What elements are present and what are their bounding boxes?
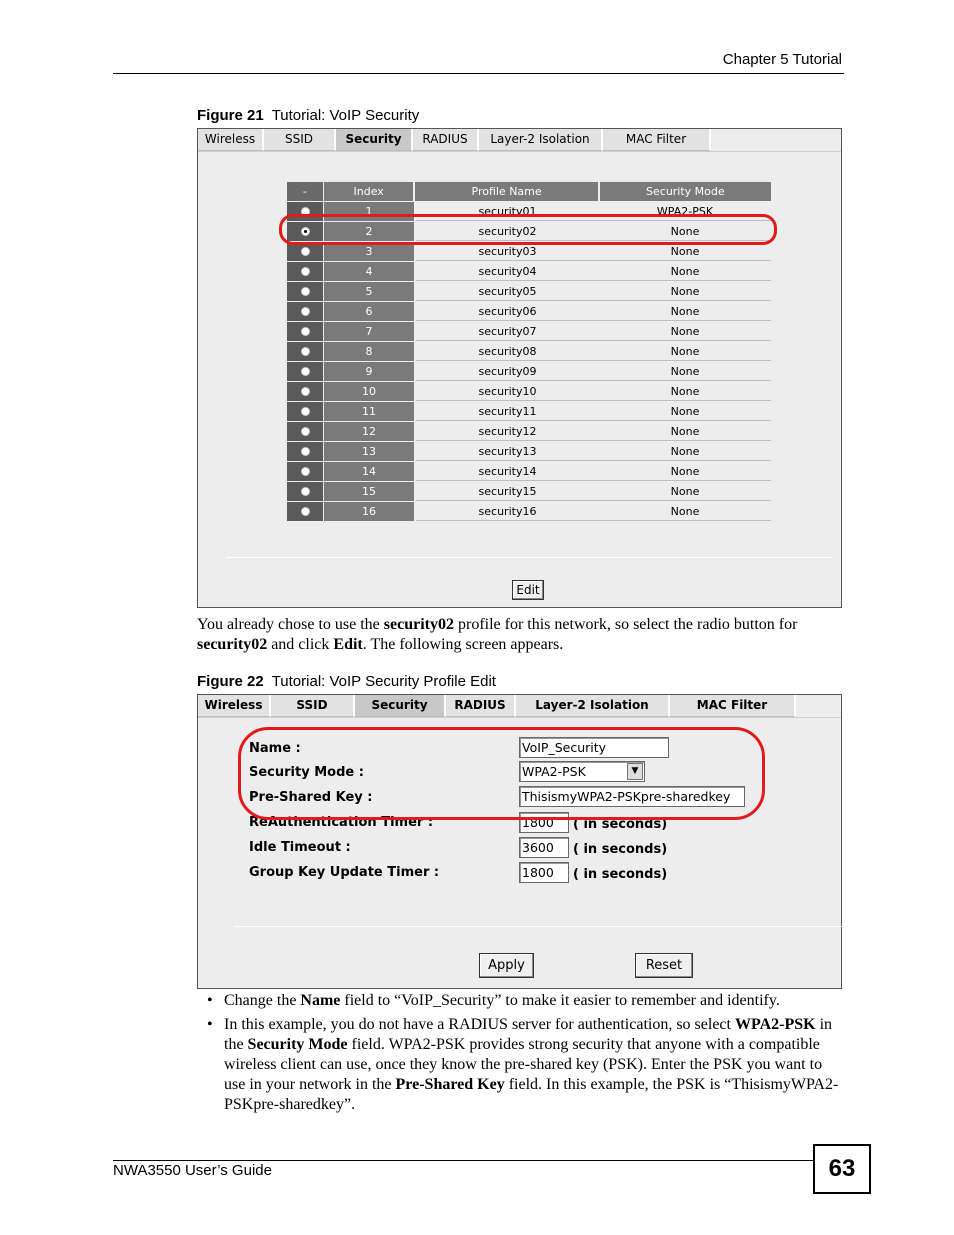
index-cell: 10 <box>324 382 414 401</box>
index-cell: 5 <box>324 282 414 301</box>
profile-name-cell: security14 <box>416 462 599 481</box>
table-row[interactable] <box>287 442 771 462</box>
index-cell: 6 <box>324 302 414 321</box>
guide-title: NWA3550 User’s Guide <box>113 1162 272 1179</box>
col-profile-name-header: Profile Name <box>415 182 597 201</box>
profile-radio-button[interactable] <box>301 487 310 496</box>
profile-name-cell: security16 <box>416 502 599 521</box>
profile-radio-button[interactable] <box>301 467 310 476</box>
profile-name-cell: security10 <box>416 382 599 401</box>
row-select-cell <box>287 322 323 341</box>
group-key-timer-label: Group Key Update Timer : <box>249 865 440 880</box>
row-select-cell <box>287 342 323 361</box>
row-select-cell <box>287 502 323 521</box>
security-mode-cell: None <box>599 402 771 421</box>
highlight-oval-security02 <box>279 214 777 245</box>
index-cell: 12 <box>324 422 414 441</box>
tab-security[interactable]: Security <box>355 695 446 717</box>
figure-21-label: Figure 21 <box>197 107 264 124</box>
highlight-oval-fields <box>238 727 765 820</box>
profile-name-cell: security03 <box>416 242 599 261</box>
tab-layer2-isolation[interactable]: Layer-2 Isolation <box>479 129 603 151</box>
group-key-timer-unit: ( in seconds) <box>573 867 668 882</box>
security-mode-cell: None <box>599 282 771 301</box>
profile-name-cell: security12 <box>416 422 599 441</box>
profile-radio-button[interactable] <box>301 407 310 416</box>
profile-name-cell: security13 <box>416 442 599 461</box>
security-mode-cell: None <box>599 502 771 521</box>
profile-name-cell: security02 <box>416 222 599 241</box>
profile-radio-button[interactable] <box>301 347 310 356</box>
table-row[interactable] <box>287 482 771 502</box>
tab-bar <box>198 129 711 151</box>
profile-radio-button[interactable] <box>301 507 310 516</box>
table-header-row <box>287 182 771 202</box>
row-select-cell <box>287 442 323 461</box>
reauth-unit: ( in seconds) <box>573 817 668 832</box>
index-cell: 4 <box>324 262 414 281</box>
chapter-header: Chapter 5 Tutorial <box>722 51 842 68</box>
profile-name-cell: security15 <box>416 482 599 501</box>
tab-bar-line <box>198 717 841 718</box>
row-select-cell <box>287 422 323 441</box>
security-mode-cell: None <box>599 462 771 481</box>
index-cell: 11 <box>324 402 414 421</box>
table-row[interactable] <box>287 282 771 302</box>
name-input[interactable]: VoIP_Security <box>519 737 669 758</box>
form-separator <box>226 557 832 558</box>
table-row[interactable] <box>287 402 771 422</box>
tab-radius[interactable]: RADIUS <box>413 129 479 151</box>
figure-21-caption <box>197 107 419 124</box>
table-row[interactable] <box>287 362 771 382</box>
row-select-cell <box>287 302 323 321</box>
row-select-cell <box>287 402 323 421</box>
footer-rule <box>113 1160 813 1161</box>
security-screen <box>197 128 842 608</box>
profile-name-cell: security07 <box>416 322 599 341</box>
security-mode-cell: None <box>599 222 771 241</box>
index-cell: 3 <box>324 242 414 261</box>
bullet-dot: • <box>207 1016 213 1033</box>
tab-mac-filter[interactable]: MAC Filter <box>670 695 796 717</box>
profile-name-cell: security09 <box>416 362 599 381</box>
profile-name-cell: security05 <box>416 282 599 301</box>
table-row[interactable] <box>287 302 771 322</box>
profile-radio-button[interactable] <box>301 307 310 316</box>
security-mode-cell: None <box>599 322 771 341</box>
security-mode-cell: None <box>599 382 771 401</box>
idle-timeout-input[interactable]: 3600 <box>519 837 569 858</box>
profile-name-cell: security06 <box>416 302 599 321</box>
table-row[interactable] <box>287 422 771 442</box>
instruction-paragraph: You already chose to use the security02 profile for this network, so select the radio button for security02 and click Edit. The following screen appears. <box>197 616 798 653</box>
row-select-cell <box>287 482 323 501</box>
security-mode-value: WPA2-PSK <box>522 764 586 779</box>
tab-bar <box>198 695 796 717</box>
table-row[interactable] <box>287 262 771 282</box>
security-mode-cell: None <box>599 482 771 501</box>
profile-name-cell: security01 <box>416 202 599 221</box>
security-mode-cell: None <box>599 342 771 361</box>
table-row[interactable] <box>287 462 771 482</box>
tab-bar-line <box>198 151 841 152</box>
index-cell: 14 <box>324 462 414 481</box>
security-mode-label: Security Mode : <box>249 765 364 780</box>
bullet-dot: • <box>207 992 213 1009</box>
row-select-cell <box>287 382 323 401</box>
index-cell: 8 <box>324 342 414 361</box>
pre-shared-key-label: Pre-Shared Key : <box>249 790 373 805</box>
idle-timeout-label: Idle Timeout : <box>249 840 351 855</box>
idle-timeout-unit: ( in seconds) <box>573 842 668 857</box>
tab-layer2-isolation[interactable]: Layer-2 Isolation <box>516 695 670 717</box>
tab-ssid[interactable]: SSID <box>264 129 336 151</box>
reauth-timer-label: ReAuthentication Timer : <box>249 815 434 830</box>
tab-wireless[interactable]: Wireless <box>198 129 264 151</box>
profile-radio-button[interactable] <box>301 267 310 276</box>
col-select-header: - <box>287 182 323 201</box>
profile-name-cell: security11 <box>416 402 599 421</box>
edit-button[interactable]: Edit <box>512 580 544 600</box>
security-mode-cell: None <box>599 442 771 461</box>
page-number: 63 <box>813 1144 871 1194</box>
tab-wireless[interactable]: Wireless <box>198 695 271 717</box>
figure-21-title: Tutorial: VoIP Security <box>271 107 420 124</box>
figure-22-caption <box>197 673 496 690</box>
row-select-cell <box>287 362 323 381</box>
index-cell: 7 <box>324 322 414 341</box>
figure-22-label: Figure 22 <box>197 673 264 690</box>
index-cell: 2 <box>324 222 414 241</box>
profile-name-cell: security04 <box>416 262 599 281</box>
profile-radio-button[interactable] <box>301 247 310 256</box>
figure-22-title: Tutorial: VoIP Security Profile Edit <box>271 673 496 690</box>
tab-mac-filter[interactable]: MAC Filter <box>603 129 711 151</box>
chevron-down-icon[interactable]: ▼ <box>627 763 643 780</box>
profile-radio-button[interactable] <box>301 427 310 436</box>
group-key-timer-input[interactable]: 1800 <box>519 862 569 883</box>
row-select-cell <box>287 462 323 481</box>
profile-radio-button[interactable] <box>301 327 310 336</box>
index-cell: 16 <box>324 502 414 521</box>
index-cell: 15 <box>324 482 414 501</box>
row-select-cell <box>287 262 323 281</box>
security-mode-cell: WPA2-PSK <box>599 202 771 221</box>
tab-ssid[interactable]: SSID <box>271 695 355 717</box>
index-cell: 9 <box>324 362 414 381</box>
table-row[interactable] <box>287 322 771 342</box>
security-mode-cell: None <box>599 362 771 381</box>
profile-radio-button[interactable] <box>301 287 310 296</box>
profile-radio-button[interactable] <box>301 447 310 456</box>
security-mode-cell: None <box>599 242 771 261</box>
security-mode-cell: None <box>599 302 771 321</box>
security-mode-cell: None <box>599 422 771 441</box>
index-cell: 13 <box>324 442 414 461</box>
col-security-mode-header: Security Mode <box>600 182 771 201</box>
header-rule <box>113 73 844 74</box>
table-row[interactable] <box>287 502 771 522</box>
index-cell: 1 <box>324 202 414 221</box>
table-row[interactable] <box>287 342 771 362</box>
apply-button[interactable]: Apply <box>479 953 534 978</box>
col-index-header: Index <box>324 182 414 201</box>
tab-security[interactable]: Security <box>336 129 413 151</box>
profile-name-cell: security08 <box>416 342 599 361</box>
name-label: Name : <box>249 741 301 756</box>
tab-radius[interactable]: RADIUS <box>446 695 516 717</box>
profile-radio-button[interactable] <box>301 387 310 396</box>
row-select-cell <box>287 282 323 301</box>
reset-button[interactable]: Reset <box>635 953 693 978</box>
security-mode-cell: None <box>599 262 771 281</box>
pre-shared-key-input[interactable]: ThisismyWPA2-PSKpre-sharedkey <box>519 786 745 807</box>
table-row[interactable] <box>287 242 771 262</box>
profile-radio-button[interactable] <box>301 367 310 376</box>
table-row[interactable] <box>287 382 771 402</box>
reauth-timer-input[interactable]: 1800 <box>519 812 569 833</box>
form-separator <box>234 926 842 927</box>
